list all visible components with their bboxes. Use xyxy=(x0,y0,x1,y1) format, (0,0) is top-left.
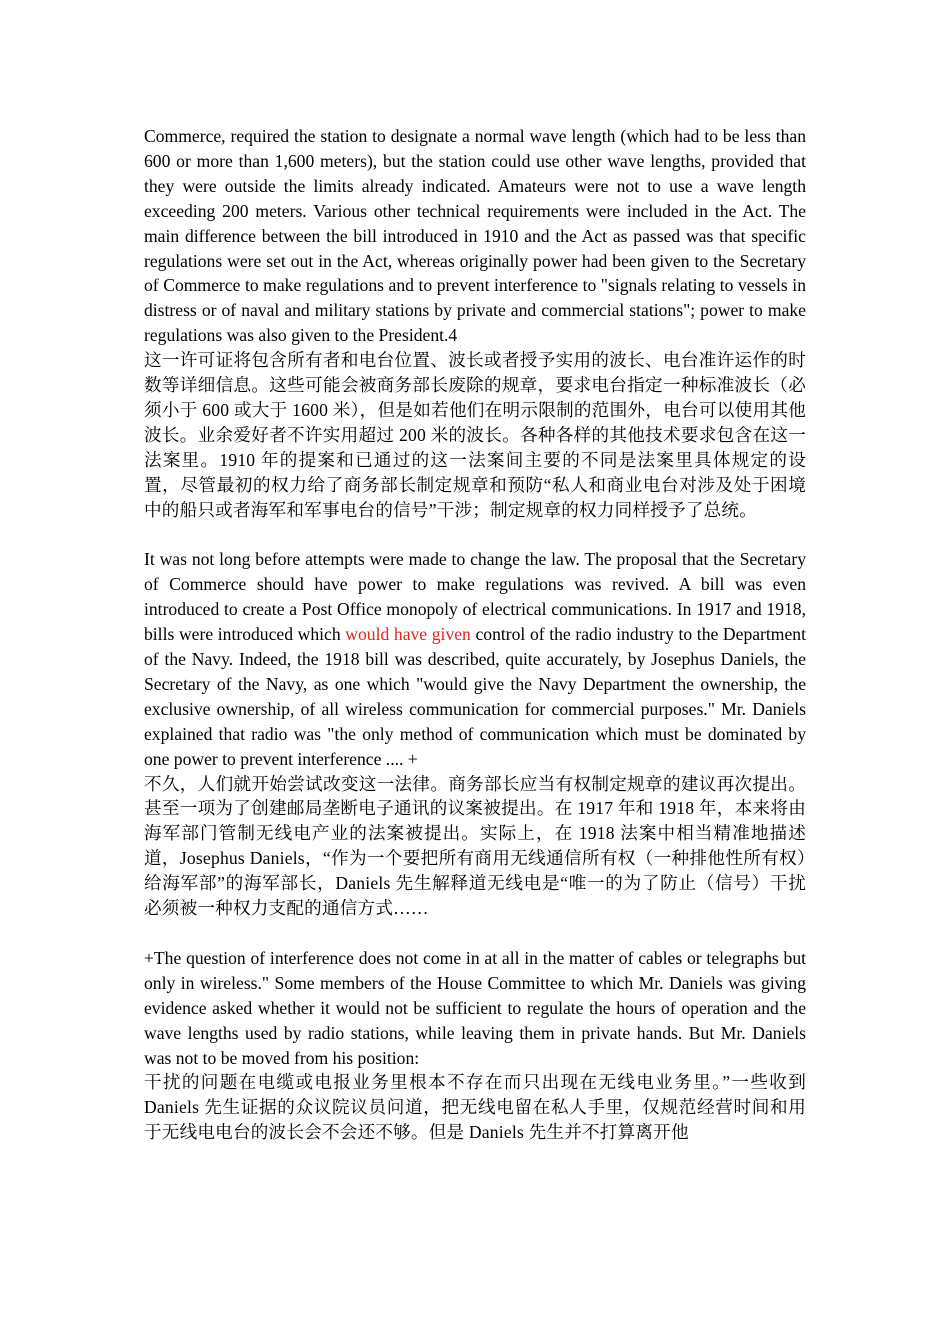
highlighted-phrase: would have given xyxy=(345,624,471,645)
paragraph-zh-1: 这一许可证将包含所有者和电台位置、波长或者授予实用的波长、电台准许运作的时数等详细信息。这些可能会被商务部长废除的规章，要求电台指定一种标准波长（必须小于 600 或大于 1600 米），但是如若他们在明示限制的范围外，电台可以使用其他波长。业余爱好者不许实用超过 200 米的波长。各种各样的其他技术要求包含在这一法案里。1910 年的提案和已通过的这一法案间主要的不同是法案里具体规定的设置，尽管最初的权力给了商务部长制定规章和预防“私人和商业电台对涉及处于困境中的船只或者海军和军事电台的信号”干涉；制定规章的权力同样授予了总统。 xyxy=(144,350,806,520)
paragraph-zh-2: 不久，人们就开始尝试改变这一法律。商务部长应当有权制定规章的建议再次提出。甚至一项为了创建邮局垄断电子通讯的议案被提出。在 1917 年和 1918 年，本来将由海军部门管制无线电产业的法案被提出。实际上，在 1918 法案中相当精准地描述道，Josephus Daniels，“作为一个要把所有商用无线通信所有权（一种排他性所有权）给海军部”的海军部长，Daniels 先生解释道无线电是“唯一的为了防止（信号）干扰必须被一种权力支配的通信方式…… xyxy=(144,773,806,919)
paragraph-en-2 xyxy=(144,547,806,771)
paragraph-en-2-text-after: control of the radio industry to the Department of the Navy. Indeed, the 1918 bill was described, quite accurately, by Josephus Daniels, the Secretary of the Navy, as one which "would give the Navy Department the ownership, the exclusive ownership, of all wireless communication for commercial purposes." Mr. Daniels explained that radio was "the only method of communication which must be dominated by one power to prevent interference .... + xyxy=(144,624,806,769)
paragraph-en-2-text-before: It was not long before attempts were made to change the law. The proposal that the Secretary of Commerce should have power to make regulations was revived. A bill was even introduced to create a Post Office monopoly of electrical communications. In 1917 and 1918, bills were introduced which xyxy=(144,549,806,645)
paragraph-en-1: Commerce, required the station to designate a normal wave length (which had to be less than 600 or more than 1,600 meters), but the station could use other wave lengths, provided that they were outside the limits already indicated. Amateurs were not to use a wave length exceeding 200 meters. Various other technical requirements were included in the Act. The main difference between the bill introduced in 1910 and the Act as passed was that specific regulations were set out in the Act, whereas originally power had been given to the Secretary of Commerce to make regulations and to prevent interference to "signals relating to vessels in distress or of naval and military stations by private and commercial stations"; power to make regulations was also given to the President.4 xyxy=(144,126,806,346)
document-page xyxy=(144,124,806,1145)
paragraph-gap xyxy=(144,523,806,548)
paragraph-en-3: +The question of interference does not come in at all in the matter of cables or telegraphs but only in wireless." Some members of the House Committee to which Mr. Daniels was giving evidence asked whether it would not be sufficient to regulate the hours of operation and the wave lengths used by radio stations, while leaving them in private hands. But Mr. Daniels was not to be moved from his position: xyxy=(144,947,806,1068)
paragraph-zh-3: 干扰的问题在电缆或电报业务里根本不存在而只出现在无线电业务里。”一些收到 Daniels 先生证据的众议院议员问道，把无线电留在私人手里，仅规范经营时间和用于无线电电台的波长会不会还不够。但是 Daniels 先生并不打算离开他 xyxy=(144,1072,806,1143)
paragraph-gap xyxy=(144,921,806,946)
